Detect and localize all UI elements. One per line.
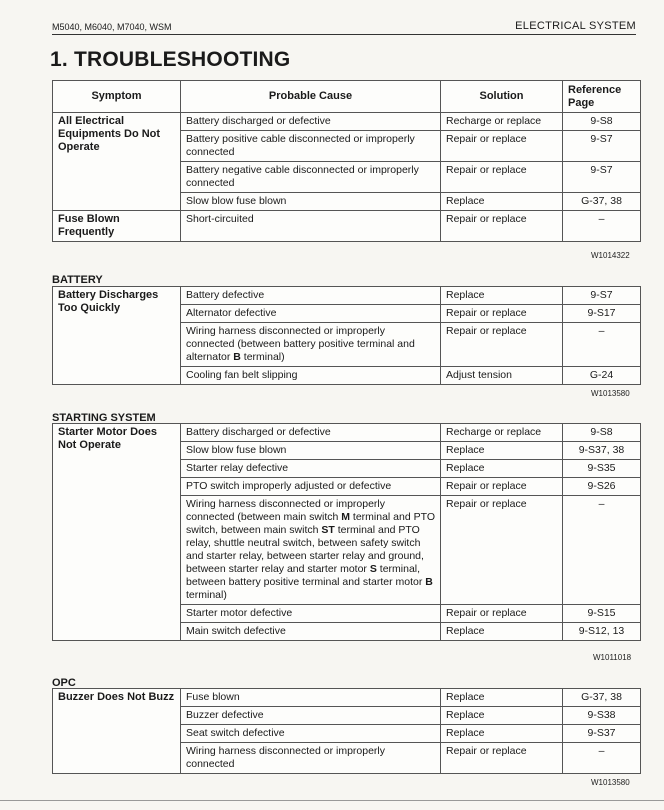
page-bottom-rule bbox=[0, 800, 664, 801]
solution-cell: Repair or replace bbox=[441, 131, 563, 162]
ref-cell: 9-S37 bbox=[563, 725, 641, 743]
page-header bbox=[52, 20, 636, 34]
solution-cell: Repair or replace bbox=[441, 478, 563, 496]
ref-cell: – bbox=[563, 323, 641, 367]
table-row bbox=[53, 689, 641, 707]
cause-cell: Seat switch defective bbox=[181, 725, 441, 743]
ref-cell: 9-S7 bbox=[563, 287, 641, 305]
cause-cell: Battery discharged or defective bbox=[181, 113, 441, 131]
symptom-cell: Buzzer Does Not Buzz bbox=[53, 689, 181, 774]
reference-code: W1011018 bbox=[593, 653, 632, 662]
table-row bbox=[53, 424, 641, 442]
solution-cell: Repair or replace bbox=[441, 743, 563, 774]
solution-cell: Repair or replace bbox=[441, 162, 563, 193]
solution-cell: Replace bbox=[441, 460, 563, 478]
cause-cell: Wiring harness disconnected or improperly connected (between main switch M terminal and PTO switch, between main switch ST terminal and PTO relay, shuttle neutral switch, between safety switch and starter relay, between starter relay and ground, between starter relay and starter motor S terminal, between battery positive terminal and starter motor B terminal) bbox=[181, 496, 441, 605]
starting-system-troubleshooting-table bbox=[52, 423, 641, 641]
manual-models: M5040, M6040, M7040, WSM bbox=[52, 22, 172, 32]
solution-cell: Repair or replace bbox=[441, 211, 563, 242]
col-solution: Solution bbox=[441, 81, 563, 113]
ref-cell: 9-S17 bbox=[563, 305, 641, 323]
solution-cell: Repair or replace bbox=[441, 605, 563, 623]
ref-cell: 9-S8 bbox=[563, 424, 641, 442]
solution-cell: Repair or replace bbox=[441, 496, 563, 605]
cause-cell: Alternator defective bbox=[181, 305, 441, 323]
ref-cell: G-37, 38 bbox=[563, 689, 641, 707]
reference-code: W1014322 bbox=[591, 251, 630, 260]
cause-cell: Main switch defective bbox=[181, 623, 441, 641]
col-cause: Probable Cause bbox=[181, 81, 441, 113]
section-label-opc: OPC bbox=[52, 677, 76, 689]
ref-cell: 9-S8 bbox=[563, 113, 641, 131]
cause-cell: Short-circuited bbox=[181, 211, 441, 242]
ref-cell: 9-S38 bbox=[563, 707, 641, 725]
cause-cell: Cooling fan belt slipping bbox=[181, 367, 441, 385]
solution-cell: Replace bbox=[441, 442, 563, 460]
cause-cell: Starter motor defective bbox=[181, 605, 441, 623]
solution-cell: Recharge or replace bbox=[441, 424, 563, 442]
ref-cell: 9-S7 bbox=[563, 131, 641, 162]
section-label-battery: BATTERY bbox=[52, 274, 103, 286]
opc-troubleshooting-table bbox=[52, 688, 641, 774]
ref-cell: 9-S35 bbox=[563, 460, 641, 478]
solution-cell: Replace bbox=[441, 623, 563, 641]
table-row bbox=[53, 287, 641, 305]
cause-cell: Slow blow fuse blown bbox=[181, 442, 441, 460]
solution-cell: Replace bbox=[441, 707, 563, 725]
cause-cell: Battery negative cable disconnected or improperly connected bbox=[181, 162, 441, 193]
cause-cell: PTO switch improperly adjusted or defective bbox=[181, 478, 441, 496]
reference-code: W1013580 bbox=[591, 389, 630, 398]
ref-cell: 9-S7 bbox=[563, 162, 641, 193]
table-row bbox=[53, 211, 641, 242]
cause-cell: Wiring harness disconnected or improperly connected bbox=[181, 743, 441, 774]
ref-cell: – bbox=[563, 496, 641, 605]
cause-cell: Battery positive cable disconnected or improperly connected bbox=[181, 131, 441, 162]
cause-cell: Fuse blown bbox=[181, 689, 441, 707]
col-symptom: Symptom bbox=[53, 81, 181, 113]
cause-cell: Battery defective bbox=[181, 287, 441, 305]
reference-code: W1013580 bbox=[591, 778, 630, 787]
solution-cell: Repair or replace bbox=[441, 323, 563, 367]
battery-troubleshooting-table bbox=[52, 286, 641, 385]
ref-cell: 9-S12, 13 bbox=[563, 623, 641, 641]
page-title: 1. TROUBLESHOOTING bbox=[50, 48, 291, 71]
cause-cell: Wiring harness disconnected or improperly connected (between battery positive terminal and alternator B terminal) bbox=[181, 323, 441, 367]
ref-cell: 9-S15 bbox=[563, 605, 641, 623]
cause-cell: Slow blow fuse blown bbox=[181, 193, 441, 211]
symptom-cell: Starter Motor Does Not Operate bbox=[53, 424, 181, 641]
ref-cell: – bbox=[563, 211, 641, 242]
general-troubleshooting-table bbox=[52, 80, 641, 242]
ref-cell: 9-S26 bbox=[563, 478, 641, 496]
ref-cell: 9-S37, 38 bbox=[563, 442, 641, 460]
solution-cell: Replace bbox=[441, 689, 563, 707]
cause-cell: Battery discharged or defective bbox=[181, 424, 441, 442]
solution-cell: Recharge or replace bbox=[441, 113, 563, 131]
table-row bbox=[53, 113, 641, 131]
header-rule bbox=[52, 34, 636, 35]
symptom-cell: All Electrical Equipments Do Not Operate bbox=[53, 113, 181, 211]
ref-cell: G-24 bbox=[563, 367, 641, 385]
solution-cell: Replace bbox=[441, 287, 563, 305]
solution-cell: Replace bbox=[441, 193, 563, 211]
solution-cell: Repair or replace bbox=[441, 305, 563, 323]
cause-cell: Starter relay defective bbox=[181, 460, 441, 478]
system-name: ELECTRICAL SYSTEM bbox=[515, 20, 636, 32]
solution-cell: Adjust tension bbox=[441, 367, 563, 385]
col-ref: Reference Page bbox=[563, 81, 641, 113]
ref-cell: G-37, 38 bbox=[563, 193, 641, 211]
section-label-starting-system: STARTING SYSTEM bbox=[52, 412, 156, 424]
ref-cell: – bbox=[563, 743, 641, 774]
cause-cell: Buzzer defective bbox=[181, 707, 441, 725]
symptom-cell: Battery Discharges Too Quickly bbox=[53, 287, 181, 385]
symptom-cell: Fuse Blown Frequently bbox=[53, 211, 181, 242]
solution-cell: Replace bbox=[441, 725, 563, 743]
